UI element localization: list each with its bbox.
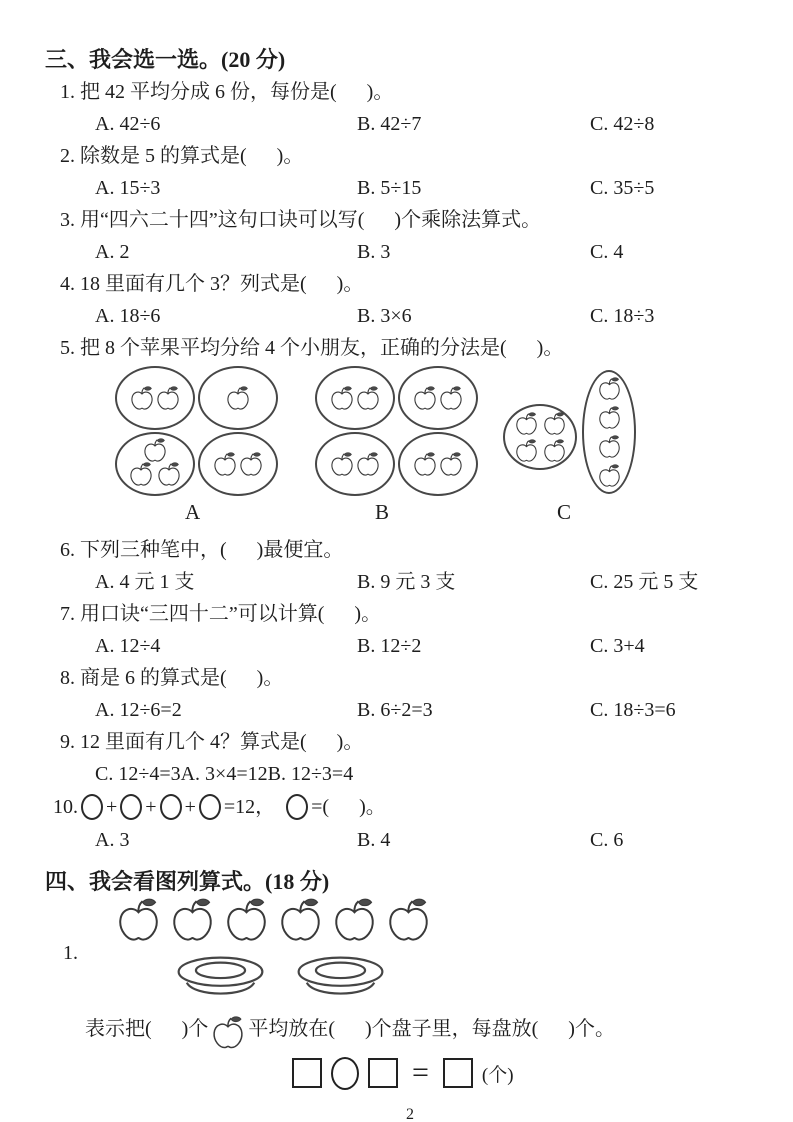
question-1-options [45, 108, 775, 140]
apple-icon [597, 435, 622, 459]
question-8-option-c: C. 18÷3=6 [590, 699, 676, 721]
question-3-option-b: B. 3 [357, 241, 391, 263]
question-3 [45, 204, 775, 268]
apple-row [115, 898, 432, 943]
question-8-option-b: B. 6÷2=3 [357, 699, 433, 721]
apple-icon [542, 439, 567, 463]
apple-icon [225, 386, 251, 411]
question-7 [45, 598, 775, 662]
group-a-circle-3 [115, 432, 195, 496]
question-10-option-c: C. 6 [590, 829, 624, 851]
apple-icon [514, 439, 539, 463]
question-2-stem: 2. 除数是 5 的算式是( )。 [60, 145, 304, 167]
apple-icon [542, 412, 567, 436]
answer-box [292, 1058, 322, 1088]
figure-label-b: B [375, 500, 390, 524]
group-b-circle-3 [315, 432, 395, 496]
answer-equation [292, 1056, 775, 1090]
apple-icon [412, 452, 438, 477]
apple-icon [597, 377, 622, 401]
apple-icon [142, 438, 168, 463]
question-1-option-a: A. 42÷6 [95, 113, 161, 135]
question-2-option-a: A. 15÷3 [95, 177, 161, 199]
question-1-stem: 1. 把 42 平均分成 6 份，每份是( )。 [60, 81, 394, 103]
group-a-circle-2 [198, 366, 278, 430]
section4-heading: 四、我会看图列算式。(18 分) [45, 869, 330, 894]
question-7-option-b: B. 12÷2 [357, 635, 422, 657]
question-9 [45, 726, 775, 790]
apple-icon [597, 406, 622, 430]
group-b-circle-2 [398, 366, 478, 430]
plus-sign: + [145, 796, 157, 818]
apple-icon [155, 386, 181, 411]
section4-figure [45, 898, 775, 1012]
apple-icon [355, 452, 381, 477]
answer-box [368, 1058, 398, 1088]
question-6-options [45, 566, 775, 598]
question-10-stem [45, 790, 775, 824]
question-7-stem: 7. 用口诀“三四十二”可以计算( )。 [60, 603, 382, 625]
apple-icon [238, 452, 264, 477]
question-3-options [45, 236, 775, 268]
circle-placeholder [81, 794, 103, 820]
group-a-circle-1 [115, 366, 195, 430]
apple-icon [355, 386, 381, 411]
question-4-option-c: C. 18÷3 [590, 305, 655, 327]
question-3-option-a: A. 2 [95, 241, 130, 263]
question-10-number: 10. [53, 796, 78, 818]
question-8-stem: 8. 商是 6 的算式是( )。 [60, 667, 284, 689]
group-b-circle-4 [398, 432, 478, 496]
circle-placeholder [199, 794, 221, 820]
question-5 [45, 332, 775, 530]
operator-oval [331, 1057, 359, 1090]
question-2-option-c: C. 35÷5 [590, 177, 655, 199]
question-4-option-a: A. 18÷6 [95, 305, 161, 327]
plate-icon [295, 956, 386, 1002]
page-number: 2 [406, 1106, 414, 1122]
question-4-option-b: B. 3×6 [357, 305, 412, 327]
circle-placeholder [286, 794, 308, 820]
apple-icon [223, 898, 270, 943]
apple-icon [438, 386, 464, 411]
figure-label-a: A [185, 500, 201, 524]
apple-icon [128, 462, 154, 487]
sentence-part2: 平均放在( )个盘子里，每盘放( )个。 [248, 1018, 615, 1040]
equals-sign: = [412, 1056, 429, 1089]
question-5-figure [45, 366, 775, 530]
question-6 [45, 534, 775, 598]
section3-heading: 三、我会选一选。(20 分) [45, 47, 286, 72]
worksheet-content [45, 44, 775, 1122]
group-c-circle [503, 404, 577, 470]
question-2-option-b: B. 5÷15 [357, 177, 422, 199]
equation-unit: (个) [481, 1064, 514, 1086]
question-9-stem: 9. 12 里面有几个 4？算式是( )。 [60, 731, 364, 753]
question-5-stem: 5. 把 8 个苹果平均分给 4 个小朋友，正确的分法是( )。 [60, 337, 564, 359]
apple-icon [210, 1016, 246, 1050]
question-4-stem: 4. 18 里面有几个 3？列式是( )。 [60, 273, 364, 295]
apple-icon [169, 898, 216, 943]
apple-icon [514, 412, 539, 436]
sentence-part1: 表示把( )个 [85, 1018, 209, 1040]
question-1 [45, 76, 775, 140]
apple-icon [331, 898, 378, 943]
plus-sign: + [106, 796, 118, 818]
question-8 [45, 662, 775, 726]
question-8-option-a: A. 12÷6=2 [95, 699, 182, 721]
question-2 [45, 140, 775, 204]
question-7-option-c: C. 3+4 [590, 635, 645, 657]
answer-box [443, 1058, 473, 1088]
question-10-sum: =12， [223, 796, 276, 818]
question-8-options [45, 694, 775, 726]
apple-icon [115, 898, 162, 943]
question-9-options-line: C. 12÷4=3A. 3×4=12B. 12÷3=4 [95, 763, 354, 785]
question-7-options [45, 630, 775, 662]
apple-icon [597, 464, 622, 488]
question-9-options [45, 758, 775, 790]
apple-icon [329, 386, 355, 411]
question-3-stem: 3. 用“四六二十四”这句口诀可以写( )个乘除法算式。 [60, 209, 542, 231]
question-10-option-b: B. 4 [357, 829, 391, 851]
apple-icon [385, 898, 432, 943]
apple-icon [156, 462, 182, 487]
question-10 [45, 790, 775, 856]
group-a-circle-4 [198, 432, 278, 496]
question-7-option-a: A. 12÷4 [95, 635, 161, 657]
apple-icon [329, 452, 355, 477]
question-4 [45, 268, 775, 332]
plate-icon [175, 956, 266, 1002]
question-4-options [45, 300, 775, 332]
question-6-option-a: A. 4 元 1 支 [95, 571, 195, 593]
question-10-option-a: A. 3 [95, 829, 130, 851]
apple-icon [277, 898, 324, 943]
circle-placeholder [160, 794, 182, 820]
question-3-option-c: C. 4 [590, 241, 624, 263]
section4-sentence [45, 1014, 775, 1044]
circle-placeholder [120, 794, 142, 820]
apple-icon [129, 386, 155, 411]
question-6-option-c: C. 25 元 5 支 [590, 571, 699, 593]
figure-label-c: C [557, 500, 572, 524]
apple-icon [212, 452, 238, 477]
apple-icon [438, 452, 464, 477]
question-2-options [45, 172, 775, 204]
question-1-option-b: B. 42÷7 [357, 113, 422, 135]
item-number: 1. [63, 942, 78, 964]
group-b-circle-1 [315, 366, 395, 430]
question-10-options [45, 824, 775, 856]
apple-icon [412, 386, 438, 411]
plate-row [175, 956, 386, 1002]
plus-sign: + [184, 796, 196, 818]
question-1-option-c: C. 42÷8 [590, 113, 655, 135]
group-c-oval [582, 370, 636, 494]
question-6-option-b: B. 9 元 3 支 [357, 571, 456, 593]
question-10-answer-blank: =( )。 [311, 796, 386, 818]
question-6-stem: 6. 下列三种笔中，( )最便宜。 [60, 539, 344, 561]
